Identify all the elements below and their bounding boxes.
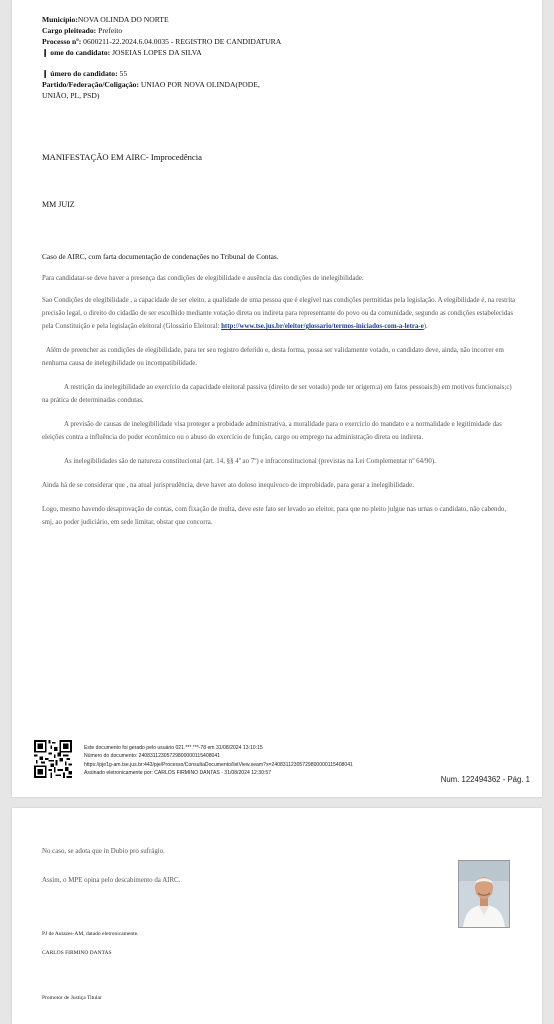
page2-paragraph-2: Assim, o MPE opina pelo descabimento da AIRC. bbox=[42, 877, 181, 884]
person-photo-icon bbox=[459, 861, 509, 927]
signature-line-4: Assinado eletronicamente por: CARLOS FIRMINO DANTAS - 31/08/2024 12:30:57 bbox=[84, 769, 272, 776]
paragraph-3: Além de preencher as condições de elegibilidade, para ter seu registro deferido e, desta forma, possa ser validamente votado, o candidato deve, ainda, não incorrer em nenhuma causa de inelegibilidade ou incompatibilidade. bbox=[42, 347, 504, 367]
salutation: MM JUIZ bbox=[42, 200, 75, 209]
numero-line: ❙ úmero do candidato: 55 bbox=[42, 69, 128, 78]
signature-line-1: Este documento foi gerado pelo usuário 021.***.***-78 em 31/08/2024 13:10:15 bbox=[84, 745, 263, 751]
paragraph-1: Para candidatar-se deve haver a presença das condições de elegibilidade e ausência das condições de inelegibilidade. bbox=[42, 275, 364, 282]
processo-line: Processo nº: 0600211-22.2024.6.04.0035 - REGISTRO DE CANDIDATURA bbox=[42, 37, 282, 46]
partido-line-2: UNIÃO, PL, PSD) bbox=[42, 91, 100, 100]
place-date: PJ de Autazes-AM, datado eletronicamente. bbox=[42, 931, 139, 937]
paragraph-5: A previsão de causas de inelegibilidade visa proteger a probidade administrativa, a moralidade para o exercício do mandato e a normalidade e legitimidade das eleições contra a influência do poder econômico ou o abuso do exercício de função, cargo ou emprego na administração direta ou indireta. bbox=[42, 421, 502, 441]
paragraph-4: A restrição da inelegibilidade ao exercício da capacidade eleitoral passiva (direito de ser votado) pode ter origem:a) em fatos pessoais;b) em motivos funcionais;c) na prática de determinadas condutas. bbox=[42, 384, 512, 404]
document-title: MANIFESTAÇÃO EM AIRC- Improcedência bbox=[42, 152, 202, 162]
cargo-line: Cargo pleiteado: Prefeito bbox=[42, 26, 123, 35]
qr-code-icon bbox=[34, 740, 72, 778]
signer-photo bbox=[458, 860, 510, 928]
document-page-1 bbox=[12, 0, 542, 797]
paragraph-6: As inelegibilidades são de natureza constitucional (art. 14, §§ 4º ao 7º) e infraconstitucional (previstas na Lei Complementar nº 64/90). bbox=[64, 458, 436, 465]
partido-line: Partido/Federação/Coligação: UNIAO POR NOVA OLINDA(PODE, bbox=[42, 80, 260, 89]
paragraph-8: Logo, mesmo havendo desaprovação de contas, com fixação de multa, deve este fato ser levado ao eleitor, para que no pleito julgue nas urnas o candidato, não cabendo, smj, ao poder judiciário, em sede limitar, obstar que concorra. bbox=[42, 506, 507, 526]
signature-line-3[interactable]: https://pje1g-am.tse.jus.br:443/pje/Processo/ConsultaDocumento/listView.seam?x=24083112305729800000115408041 bbox=[84, 761, 353, 768]
lead-paragraph: Caso de AIRC, com farta documentação de condenações no Tribunal de Contas. bbox=[42, 252, 279, 261]
paragraph-2: Sao Condições de elegibilidade , a capacidade de ser eleito, a qualidade de uma pessoa que é elegível nas condições permitidas pela legislação. A elegibilidade é, na restrita precisão legal, o direito do cidadão de ser escolhido mediante votação direta ou indireta para representante do povo ou da comunidade, segundo as condições estabelecidas pela Constituição e pela legislação eleitoral (Glossário Eleitoral: http://www.tse.jus.br/eleitor/glossario/termos-iniciados-com-a-letra-e). bbox=[42, 297, 516, 330]
signature-line-2: Número do documento: 24083112305729800000115408041 bbox=[84, 753, 221, 760]
page-number: Num. 122494362 - Pág. 1 bbox=[440, 775, 530, 784]
document-body bbox=[42, 250, 516, 540]
paragraph-7: Ainda há de se considerar que , na atual jurisprudência, deve haver ato doloso inequívoco de improbidade, para gerar a inelegibilidade. bbox=[42, 482, 414, 489]
municipio-line: Município:NOVA OLINDA DO NORTE bbox=[42, 15, 169, 24]
page2-paragraph-1: No caso, se adota que in Dubio pro sufrágio. bbox=[42, 848, 165, 855]
nome-line: ❙ ome do candidato: JOSEIAS LOPES DA SILVA bbox=[42, 48, 202, 57]
signer-name: CARLOS FIRMINO DANTAS bbox=[42, 950, 112, 956]
document-page-2 bbox=[12, 808, 542, 1024]
signature-block bbox=[84, 744, 353, 777]
case-header bbox=[42, 14, 281, 101]
glossario-link[interactable]: http://www.tse.jus.br/eleitor/glossario/termos-iniciados-com-a-letra-e bbox=[221, 323, 424, 330]
signer-role: Promotor de Justiça Titular bbox=[42, 995, 102, 1001]
